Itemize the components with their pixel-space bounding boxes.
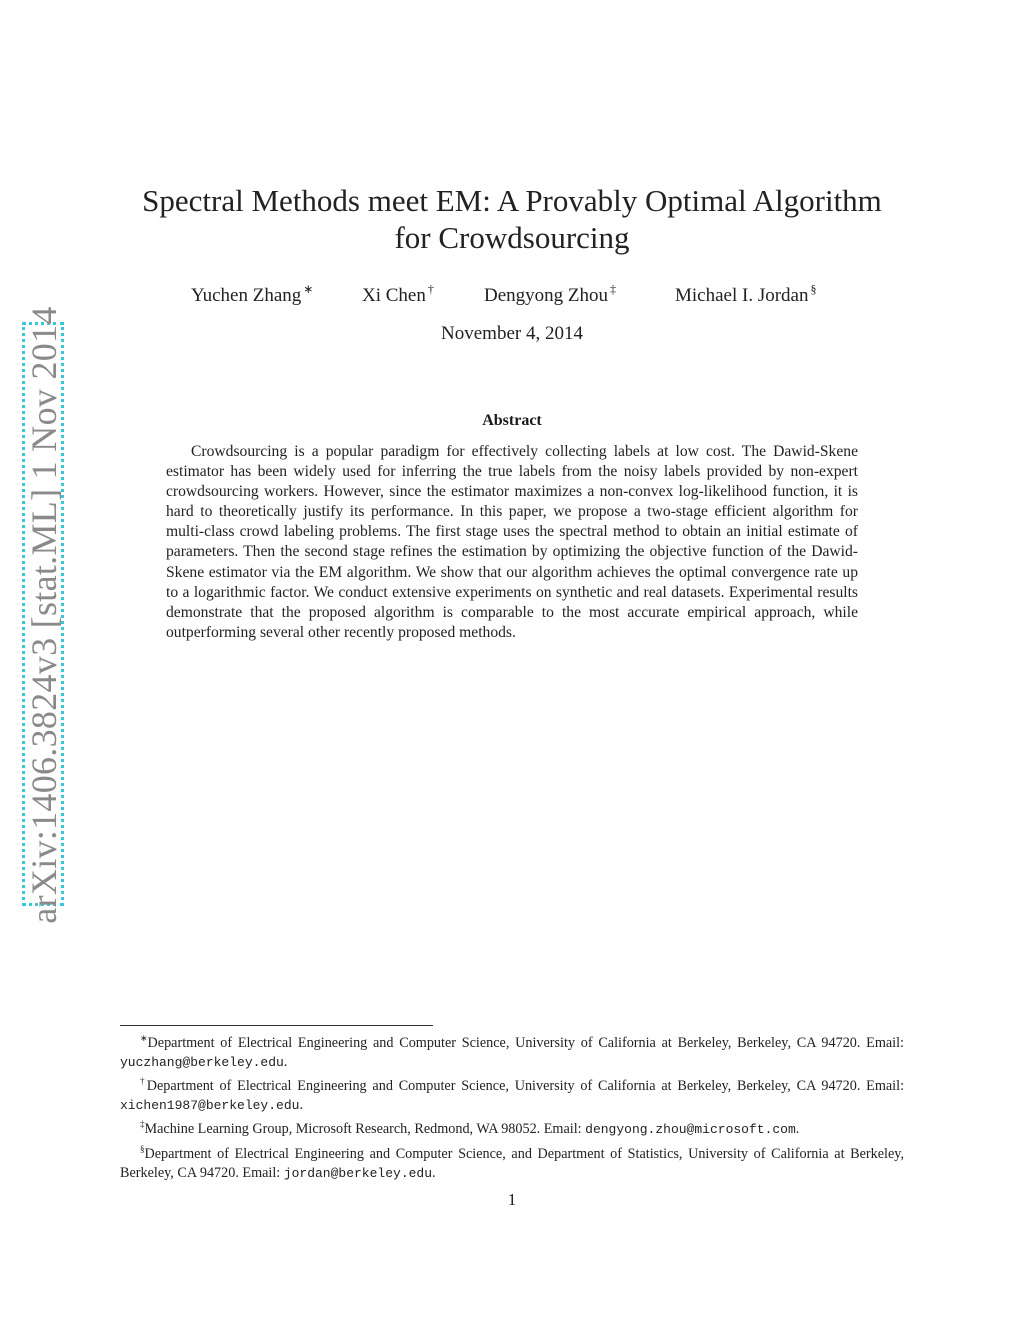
author-name: Michael I. Jordan	[675, 285, 809, 306]
footnote-1	[120, 1029, 904, 1072]
footnote-mark: §	[140, 1143, 145, 1154]
footnote-end: .	[432, 1164, 436, 1181]
arxiv-identifier[interactable]: arXiv:1406.3824v3 [stat.ML] 1 Nov 2014	[24, 306, 64, 924]
title-line-1: Spectral Methods meet EM: A Provably Optimal Algorithm	[142, 183, 882, 218]
footnote-text: Department of Electrical Engineering and Computer Science, University of California at Berkeley, Berkeley, CA 94720. Email:	[147, 1035, 904, 1051]
author-mark: ∗	[303, 282, 314, 296]
author-2	[362, 282, 434, 307]
footnote-email[interactable]: dengyong.zhou@microsoft.com	[585, 1122, 796, 1138]
title-line-2: for Crowdsourcing	[394, 220, 630, 255]
footnote-mark: ‡	[140, 1119, 145, 1130]
publication-date: November 4, 2014	[441, 323, 583, 344]
author-name: Yuchen Zhang	[191, 285, 302, 306]
abstract-heading: Abstract	[482, 412, 542, 429]
footnotes	[120, 1029, 904, 1183]
footnote-mark: ∗	[140, 1033, 148, 1043]
author-1	[191, 282, 313, 307]
author-4	[675, 282, 816, 307]
paper-title	[140, 182, 884, 256]
author-mark: †	[427, 282, 434, 296]
author-mark: §	[810, 282, 817, 296]
footnote-text: Department of Electrical Engineering and Computer Science, and Department of Statistics, University of California at Berkeley, Berkeley, CA 94720. Email:	[120, 1145, 904, 1181]
footnote-email[interactable]: xichen1987@berkeley.edu	[120, 1097, 300, 1113]
footnote-3	[120, 1115, 904, 1140]
footnote-text: Machine Learning Group, Microsoft Research, Redmond, WA 98052. Email:	[144, 1121, 586, 1138]
footnote-divider	[120, 1025, 433, 1026]
author-3	[484, 282, 616, 307]
footnote-end: .	[283, 1053, 288, 1070]
footnote-email[interactable]: yuczhang@berkeley.edu	[120, 1054, 284, 1070]
footnote-end: .	[795, 1121, 800, 1138]
footnote-text: Department of Electrical Engineering and Computer Science, University of California at Berkeley, Berkeley, CA 94720. Email:	[146, 1078, 905, 1095]
author-name: Dengyong Zhou	[484, 285, 609, 306]
footnote-end: .	[299, 1096, 303, 1113]
footnote-4	[120, 1140, 904, 1183]
author-mark: ‡	[610, 282, 617, 296]
author-list	[140, 282, 884, 308]
page-number: 1	[507, 1190, 517, 1209]
footnote-mark: †	[140, 1076, 147, 1087]
author-name: Xi Chen	[362, 285, 426, 306]
footnote-email[interactable]: jordan@berkeley.edu	[283, 1165, 433, 1181]
footnote-2	[120, 1072, 904, 1115]
abstract-body: Crowdsourcing is a popular paradigm for effectively collecting labels at low cost. The Dawid-Skene estimator has been widely used for inferring the true labels from the noisy labels provided by non-expert crowdsourcing workers. However, since the estimator maximizes a non-convex log-likelihood function, it is hard to theoretically justify its performance. In this paper, we propose a two-stage efficient algorithm for multi-class crowd labeling problems. The first stage uses the spectral method to obtain an initial estimate of parameters. Then the second stage refines the estimation by optimizing the objective function of the Dawid-Skene estimator via the EM algorithm. We show that our algorithm achieves the optimal convergence rate up to a logarithmic factor. We conduct extensive experiments on synthetic and real datasets. Experimental results demonstrate that the proposed algorithm is comparable to the most accurate empirical approach, while outperforming several other recently proposed methods.	[166, 443, 858, 641]
